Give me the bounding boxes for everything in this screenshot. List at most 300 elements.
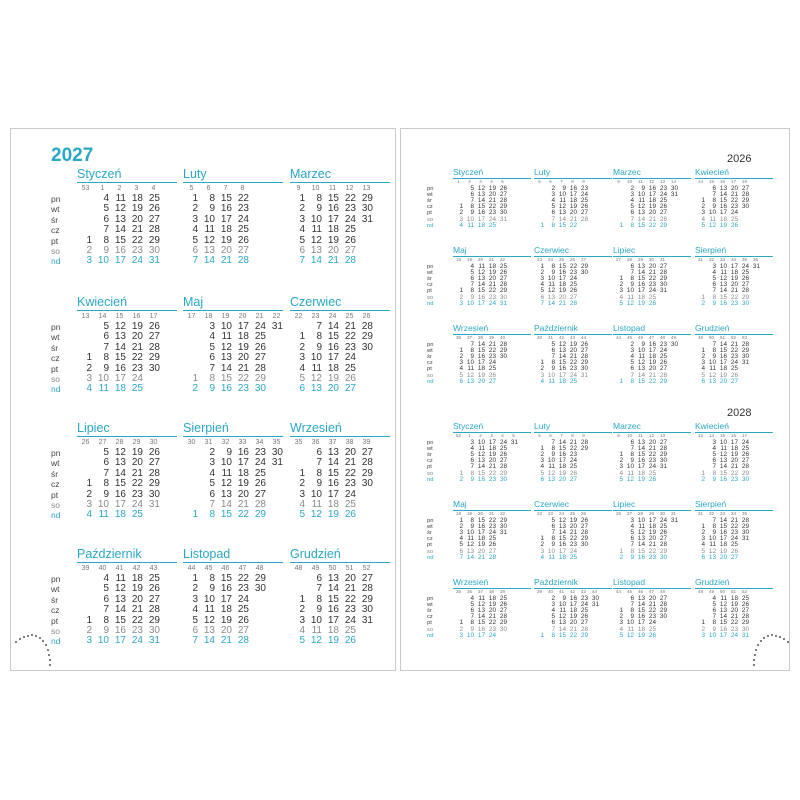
day-cell: 13 xyxy=(466,377,474,385)
week-number: 9 xyxy=(296,185,301,192)
day-cell: 7 xyxy=(630,371,634,379)
day-cell: 10 xyxy=(220,457,232,469)
day-cell: 17 xyxy=(237,321,249,332)
day-cell: 2 xyxy=(299,203,305,215)
day-cell: 28 xyxy=(659,601,667,609)
weekday-label: so xyxy=(51,626,60,636)
day-cell: 9 xyxy=(316,203,322,215)
week-number: 23 xyxy=(547,511,553,516)
day-cell: 19 xyxy=(719,221,727,229)
day-cell: 15 xyxy=(477,347,485,355)
day-cell: 30 xyxy=(148,625,160,636)
day-cell: 8 xyxy=(551,445,555,453)
week-number: 48 xyxy=(697,589,703,594)
day-cell: 3 xyxy=(459,631,463,639)
day-cell: 22 xyxy=(569,263,577,270)
weekday-label: nd xyxy=(427,222,434,229)
week-number: 14 xyxy=(708,433,714,438)
weekday-label: śr xyxy=(427,198,432,205)
day-cell: 9 xyxy=(630,457,634,465)
weekday-label: wt xyxy=(427,446,433,453)
day-cell: 23 xyxy=(730,353,738,361)
day-cell: 1 xyxy=(192,509,198,521)
day-cell: 13 xyxy=(719,457,727,465)
day-cell: 5 xyxy=(630,529,634,537)
day-cell: 26 xyxy=(580,517,588,524)
day-cell: 2 xyxy=(619,281,623,289)
month-name: Październik xyxy=(534,323,578,333)
day-cell: 24 xyxy=(741,439,749,446)
day-cell: 30 xyxy=(741,203,749,211)
day-cell: 4 xyxy=(712,269,716,277)
day-cell: 14 xyxy=(114,224,126,236)
day-cell: 18 xyxy=(730,269,738,277)
day-cell: 2 xyxy=(459,625,463,633)
week-number: 12 xyxy=(345,185,354,192)
day-cell: 20 xyxy=(730,185,738,192)
day-cell: 1 xyxy=(192,373,198,384)
day-cell: 24 xyxy=(580,191,588,199)
day-cell: 1 xyxy=(540,221,544,229)
week-number: 40 xyxy=(547,589,553,594)
day-cell: 22 xyxy=(131,234,143,246)
day-cell: 22 xyxy=(730,293,738,301)
weekday-label: nd xyxy=(427,632,434,639)
day-cell: 19 xyxy=(327,234,339,246)
day-cell: 8 xyxy=(470,469,474,477)
week-number: 20 xyxy=(477,257,483,262)
week-number: 53 xyxy=(741,335,747,340)
day-cell: 3 xyxy=(459,529,463,537)
day-cell: 12 xyxy=(558,517,566,524)
day-cell: 12 xyxy=(203,614,215,626)
day-cell: 10 xyxy=(719,263,727,270)
month-divider xyxy=(290,436,390,437)
day-cell: 14 xyxy=(327,583,339,595)
day-cell: 25 xyxy=(499,263,507,270)
day-cell: 5 xyxy=(712,275,716,283)
week-number: 36 xyxy=(455,335,461,340)
day-cell: 19 xyxy=(488,185,496,192)
week-number: 1 xyxy=(468,433,471,438)
week-number: 50 xyxy=(328,565,337,572)
day-cell: 29 xyxy=(499,619,507,627)
day-cell: 5 xyxy=(192,234,198,246)
month-name: Lipiec xyxy=(613,499,636,509)
week-number: 16 xyxy=(730,433,736,438)
day-cell: 9 xyxy=(562,185,566,192)
day-cell: 16 xyxy=(558,541,566,549)
day-cell: 28 xyxy=(741,191,749,199)
month-name: Luty xyxy=(534,167,551,177)
week-number: 44 xyxy=(615,335,621,340)
day-cell: 31 xyxy=(361,213,373,225)
day-cell: 29 xyxy=(659,221,667,229)
corner-dot xyxy=(753,664,755,666)
day-cell: 18 xyxy=(569,607,577,615)
day-cell: 1 xyxy=(701,197,705,205)
week-number: 26 xyxy=(569,257,575,262)
day-cell: 7 xyxy=(470,341,474,348)
day-cell: 22 xyxy=(648,547,656,555)
weekday-label: cz xyxy=(427,458,433,465)
day-cell: 14 xyxy=(719,613,727,621)
day-cell: 15 xyxy=(477,287,485,295)
week-number: 7 xyxy=(560,179,563,184)
day-cell: 8 xyxy=(551,535,555,543)
day-cell: 6 xyxy=(470,191,474,199)
day-cell: 20 xyxy=(131,331,143,343)
day-cell: 8 xyxy=(712,619,716,627)
day-cell: 17 xyxy=(637,287,645,295)
day-cell: 8 xyxy=(630,547,634,555)
weekday-label: so xyxy=(51,374,60,384)
day-cell: 18 xyxy=(648,353,656,361)
day-cell: 28 xyxy=(148,467,160,479)
week-number: 40 xyxy=(499,335,505,340)
day-cell: 6 xyxy=(712,281,716,289)
day-cell: 11 xyxy=(709,365,716,373)
day-cell: 24 xyxy=(488,359,496,367)
day-cell: 14 xyxy=(719,287,727,295)
day-cell: 3 xyxy=(86,373,92,384)
day-cell: 3 xyxy=(459,359,463,367)
day-cell: 16 xyxy=(327,203,339,215)
day-cell: 4 xyxy=(470,263,474,270)
week-number: 5 xyxy=(501,179,504,184)
week-number: 26 xyxy=(362,313,371,320)
day-cell: 18 xyxy=(477,221,485,229)
day-cell: 24 xyxy=(730,359,738,367)
day-cell: 19 xyxy=(719,547,727,555)
day-cell: 8 xyxy=(316,193,322,204)
day-cell: 29 xyxy=(361,467,373,479)
week-number: 48 xyxy=(255,565,264,572)
day-cell: 30 xyxy=(741,353,749,361)
day-cell: 30 xyxy=(741,475,749,483)
day-cell: 18 xyxy=(327,224,339,236)
day-cell: 5 xyxy=(551,613,555,621)
day-cell: 21 xyxy=(131,224,143,236)
day-cell: 14 xyxy=(114,341,126,353)
day-cell: 28 xyxy=(580,353,588,361)
day-cell: 30 xyxy=(499,353,507,361)
day-cell: 11 xyxy=(221,331,232,343)
day-cell: 25 xyxy=(148,193,160,204)
day-cell: 3 xyxy=(540,547,544,555)
day-cell: 11 xyxy=(478,263,485,270)
week-number: 26 xyxy=(580,511,586,516)
day-cell: 1 xyxy=(299,593,305,605)
day-cell: 2 xyxy=(701,625,705,633)
day-cell: 8 xyxy=(630,275,634,283)
day-cell: 20 xyxy=(569,209,577,217)
day-cell: 21 xyxy=(488,341,496,348)
day-cell: 11 xyxy=(467,365,474,373)
day-cell: 13 xyxy=(310,245,322,256)
day-cell: 17 xyxy=(477,359,485,367)
day-cell: 28 xyxy=(499,197,507,205)
day-cell: 20 xyxy=(648,209,656,217)
day-cell: 15 xyxy=(719,619,727,627)
day-cell: 3 xyxy=(701,359,705,367)
day-cell: 4 xyxy=(470,445,474,453)
weekday-label: cz xyxy=(427,614,433,621)
week-number: 50 xyxy=(708,335,714,340)
day-cell: 22 xyxy=(344,331,356,343)
week-number: 50 xyxy=(719,589,725,594)
day-cell: 3 xyxy=(459,215,463,223)
day-cell: 27 xyxy=(361,573,373,584)
day-cell: 3 xyxy=(630,191,634,199)
day-cell: 22 xyxy=(488,517,496,524)
day-cell: 14 xyxy=(558,353,566,361)
day-cell: 14 xyxy=(220,499,232,510)
day-cell: 24 xyxy=(569,371,577,379)
day-cell: 25 xyxy=(659,523,667,531)
week-number: 22 xyxy=(536,511,542,516)
day-cell: 23 xyxy=(131,245,143,256)
day-cell: 16 xyxy=(719,625,727,633)
day-cell: 19 xyxy=(220,614,232,626)
day-cell: 17 xyxy=(477,299,485,307)
day-cell: 28 xyxy=(488,553,496,561)
day-cell: 15 xyxy=(719,523,727,531)
day-cell: 27 xyxy=(741,457,749,465)
day-cell: 10 xyxy=(220,321,232,332)
day-cell: 1 xyxy=(540,445,544,453)
day-cell: 22 xyxy=(344,467,356,479)
month-divider xyxy=(183,562,283,563)
week-number: 27 xyxy=(580,257,586,262)
day-cell: 12 xyxy=(310,509,322,521)
day-cell: 12 xyxy=(477,185,485,192)
week-number: 39 xyxy=(362,439,371,446)
day-cell: 17 xyxy=(558,275,566,283)
day-cell: 23 xyxy=(488,353,496,361)
day-cell: 6 xyxy=(470,275,474,283)
day-cell: 25 xyxy=(659,353,667,361)
day-cell: 30 xyxy=(254,383,266,395)
day-cell: 1 xyxy=(540,631,544,639)
day-cell: 21 xyxy=(131,341,143,353)
day-cell: 12 xyxy=(220,478,232,490)
day-cell: 31 xyxy=(510,439,518,446)
week-number: 25 xyxy=(569,511,575,516)
day-cell: 8 xyxy=(316,593,322,605)
day-cell: 31 xyxy=(591,601,599,609)
week-number: 24 xyxy=(558,511,564,516)
day-cell: 20 xyxy=(488,457,496,465)
week-number: 17 xyxy=(730,179,736,184)
day-cell: 23 xyxy=(344,203,356,215)
day-cell: 7 xyxy=(551,529,555,537)
week-number: 25 xyxy=(558,257,564,262)
day-cell: 17 xyxy=(220,593,232,605)
day-cell: 24 xyxy=(254,457,266,469)
weekday-label: nd xyxy=(427,378,434,385)
day-cell: 23 xyxy=(648,281,656,289)
day-cell: 20 xyxy=(558,475,566,483)
week-number: 22 xyxy=(294,313,303,320)
day-cell: 16 xyxy=(558,451,566,459)
day-cell: 31 xyxy=(361,614,373,626)
day-cell: 18 xyxy=(327,625,339,636)
day-cell: 10 xyxy=(310,352,322,364)
day-cell: 16 xyxy=(477,625,485,633)
week-number: 24 xyxy=(547,257,553,262)
day-cell: 8 xyxy=(630,607,634,615)
week-number: 11 xyxy=(638,179,643,184)
day-cell: 4 xyxy=(86,509,92,521)
week-number: 49 xyxy=(708,589,714,594)
weekday-label: so xyxy=(427,372,434,379)
day-cell: 15 xyxy=(558,535,566,543)
day-cell: 19 xyxy=(637,299,645,307)
week-number: 24 xyxy=(328,313,337,320)
day-cell: 20 xyxy=(488,607,496,615)
day-cell: 4 xyxy=(551,607,555,615)
day-cell: 23 xyxy=(730,529,738,537)
day-cell: 18 xyxy=(558,281,566,289)
day-cell: 30 xyxy=(659,553,667,561)
day-cell: 20 xyxy=(719,553,727,561)
day-cell: 10 xyxy=(203,593,215,605)
weekday-label: śr xyxy=(427,530,432,537)
day-cell: 27 xyxy=(488,547,496,555)
day-cell: 27 xyxy=(659,263,667,270)
day-cell: 17 xyxy=(114,255,126,267)
week-number: 19 xyxy=(466,257,472,262)
day-cell: 27 xyxy=(148,331,160,343)
day-cell: 29 xyxy=(361,331,373,343)
day-cell: 12 xyxy=(477,451,485,459)
week-number: 9 xyxy=(582,179,585,184)
day-cell: 23 xyxy=(488,523,496,531)
day-cell: 10 xyxy=(558,191,566,199)
day-cell: 18 xyxy=(569,197,577,205)
day-cell: 21 xyxy=(648,445,656,453)
day-cell: 24 xyxy=(741,263,749,270)
corner-dot xyxy=(779,636,781,638)
day-cell: 3 xyxy=(299,352,305,364)
day-cell: 11 xyxy=(204,224,215,236)
day-cell: 15 xyxy=(114,478,126,490)
week-number: 42 xyxy=(132,565,141,572)
day-cell: 22 xyxy=(488,287,496,295)
day-cell: 24 xyxy=(499,439,507,446)
day-cell: 26 xyxy=(580,613,588,621)
day-cell: 3 xyxy=(540,371,544,379)
day-cell: 11 xyxy=(311,625,322,636)
day-cell: 8 xyxy=(712,523,716,531)
day-cell: 7 xyxy=(316,583,322,595)
day-cell: 27 xyxy=(580,347,588,355)
weekday-label: wt xyxy=(51,458,60,469)
day-cell: 18 xyxy=(719,215,727,223)
day-cell: 6 xyxy=(630,365,634,373)
day-cell: 10 xyxy=(97,255,109,267)
day-cell: 12 xyxy=(719,275,727,283)
day-cell: 20 xyxy=(730,281,738,289)
day-cell: 17 xyxy=(477,529,485,537)
day-cell: 9 xyxy=(630,613,634,621)
day-cell: 30 xyxy=(659,281,667,289)
day-cell: 31 xyxy=(659,463,667,471)
day-cell: 4 xyxy=(540,463,544,471)
month-divider xyxy=(183,310,283,311)
week-number: 12 xyxy=(648,179,654,184)
day-cell: 30 xyxy=(499,523,507,531)
week-number: 43 xyxy=(580,589,586,594)
week-number: 15 xyxy=(719,433,725,438)
day-cell: 13 xyxy=(719,185,727,192)
week-number: 1 xyxy=(100,185,105,192)
day-cell: 12 xyxy=(547,469,555,477)
day-cell: 7 xyxy=(470,281,474,289)
day-cell: 2 xyxy=(619,553,623,561)
day-cell: 10 xyxy=(708,535,716,543)
day-cell: 16 xyxy=(719,353,727,361)
day-cell: 25 xyxy=(741,269,749,277)
day-cell: 21 xyxy=(648,371,656,379)
day-cell: 6 xyxy=(209,488,215,500)
day-cell: 18 xyxy=(648,197,656,205)
day-cell: 8 xyxy=(470,287,474,295)
day-cell: 13 xyxy=(719,607,727,615)
day-cell: 15 xyxy=(558,221,566,229)
day-cell: 26 xyxy=(344,509,356,521)
week-number: 33 xyxy=(719,511,725,516)
day-cell: 4 xyxy=(619,293,623,301)
day-cell: 14 xyxy=(310,255,322,267)
day-cell: 13 xyxy=(637,439,645,446)
day-cell: 30 xyxy=(499,209,507,217)
day-cell: 6 xyxy=(470,607,474,615)
day-cell: 21 xyxy=(648,601,656,609)
day-cell: 7 xyxy=(192,635,198,647)
day-cell: 17 xyxy=(558,371,566,379)
day-cell: 23 xyxy=(344,341,356,353)
week-number: 9 xyxy=(582,433,585,438)
day-cell: 1 xyxy=(299,193,305,204)
day-cell: 25 xyxy=(499,595,507,602)
day-cell: 21 xyxy=(730,517,738,524)
week-number: 28 xyxy=(637,511,643,516)
day-cell: 4 xyxy=(86,383,92,395)
day-cell: 13 xyxy=(327,573,339,584)
day-cell: 18 xyxy=(131,573,143,584)
day-cell: 7 xyxy=(712,517,716,524)
day-cell: 26 xyxy=(344,635,356,647)
day-cell: 11 xyxy=(638,523,645,531)
day-cell: 29 xyxy=(741,293,749,301)
day-cell: 6 xyxy=(701,553,705,561)
day-cell: 5 xyxy=(209,341,215,353)
weekday-label: śr xyxy=(51,594,59,605)
week-number: 52 xyxy=(730,335,736,340)
day-cell: 24 xyxy=(488,631,496,639)
day-cell: 29 xyxy=(148,478,160,490)
day-cell: 28 xyxy=(344,255,356,267)
day-cell: 24 xyxy=(730,631,738,639)
day-cell: 3 xyxy=(459,299,463,307)
day-cell: 21 xyxy=(237,362,249,374)
day-cell: 15 xyxy=(637,275,645,283)
day-cell: 21 xyxy=(730,341,738,348)
day-cell: 14 xyxy=(466,553,474,561)
month-divider xyxy=(77,436,177,437)
